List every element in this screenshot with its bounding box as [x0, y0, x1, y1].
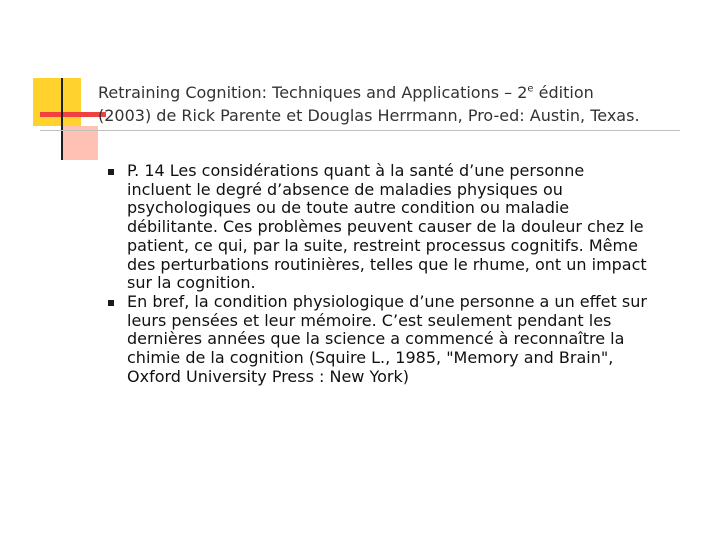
- bullet-item-1: [108, 162, 698, 293]
- bullet-line: dernières années que la science a commencé à reconnaître la: [127, 329, 625, 349]
- decor-red-line: [40, 112, 106, 117]
- bullet-item-2: [108, 293, 698, 387]
- title-line-1: [98, 81, 713, 104]
- slide-title: [98, 81, 713, 127]
- bullet-line: En bref, la condition physiologique d’une personne a un effet sur: [127, 291, 647, 311]
- bullet-line: patient, ce qui, par la suite, restreint processus cognitifs. Même: [127, 235, 638, 255]
- bullet-line: leurs pensées et leur mémoire. C’est seulement pendant les: [127, 310, 612, 330]
- title-line-1-text: Retraining Cognition: Techniques and Applications – 2: [98, 83, 528, 102]
- bullet-line: Oxford University Press : New York): [127, 366, 409, 386]
- decor-horizontal-rule: [40, 130, 680, 131]
- bullet-list: [108, 162, 698, 386]
- bullet-line: sur la cognition.: [127, 273, 256, 293]
- bullet-line: incluent le degré d’absence de maladies physiques ou: [127, 179, 563, 199]
- title-line-1-suffix: édition: [533, 83, 594, 102]
- bullet-line: débilitante. Ces problèmes peuvent causer de la douleur chez le: [127, 217, 644, 237]
- decor-yellow-square: [33, 78, 81, 126]
- bullet-line: chimie de la cognition (Squire L., 1985, "Memory and Brain",: [127, 348, 614, 368]
- bullet-line: psychologiques ou de toute autre condition ou maladie: [127, 198, 570, 218]
- title-line-2: (2003) de Rick Parente et Douglas Herrmann, Pro-ed: Austin, Texas.: [98, 106, 640, 125]
- title-superscript: e: [527, 83, 534, 95]
- decor-pink-square: [62, 126, 98, 160]
- bullet-line: des perturbations routinières, telles que le rhume, ont un impact: [127, 254, 647, 274]
- square-bullet-icon: [108, 169, 114, 175]
- square-bullet-icon: [108, 300, 114, 306]
- bullet-line: P. 14 Les considérations quant à la santé d’une personne: [127, 161, 585, 180]
- decor-vertical-line: [61, 78, 63, 160]
